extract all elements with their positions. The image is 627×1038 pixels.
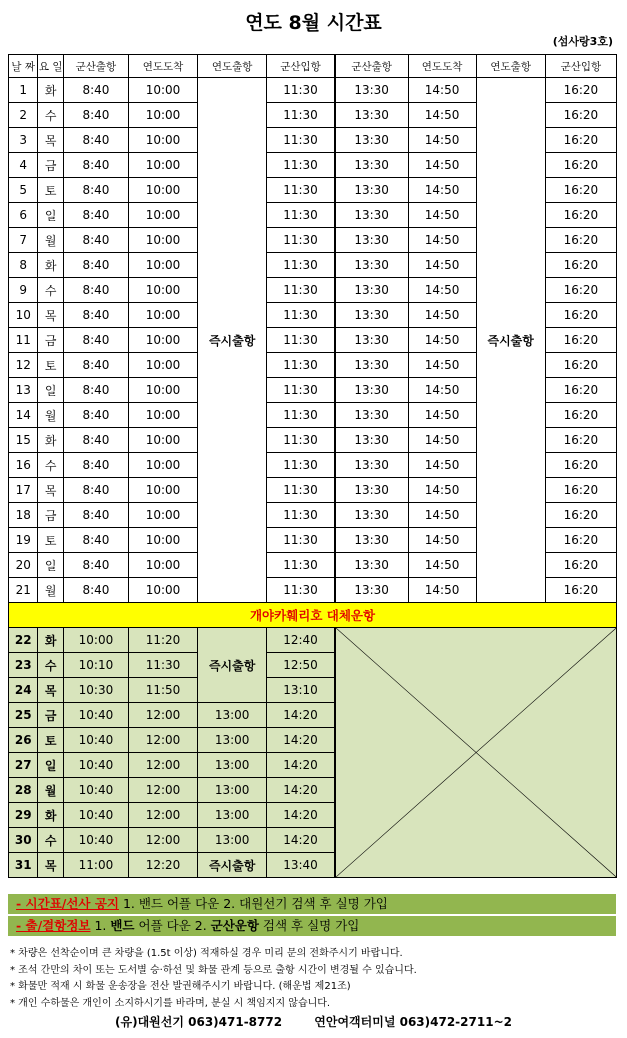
time-cell: 10:40 xyxy=(63,828,128,853)
time-cell: 14:50 xyxy=(408,528,476,553)
day-cell: 22 xyxy=(9,628,38,653)
weekday-cell: 수 xyxy=(38,453,63,478)
time-cell: 14:20 xyxy=(267,828,335,853)
time-cell: 16:20 xyxy=(545,353,616,378)
day-cell: 25 xyxy=(9,703,38,728)
time-cell: 8:40 xyxy=(63,453,128,478)
weekday-cell: 화 xyxy=(38,628,63,653)
weekday-cell: 목 xyxy=(38,853,63,878)
time-cell: 10:00 xyxy=(128,378,197,403)
day-cell: 3 xyxy=(9,128,38,153)
table-row xyxy=(9,628,617,653)
day-cell: 5 xyxy=(9,178,38,203)
time-cell: 14:50 xyxy=(408,428,476,453)
time-cell: 16:20 xyxy=(545,228,616,253)
time-cell: 8:40 xyxy=(63,153,128,178)
footer-terminal-phone: 연안여객터미널 063)472-2711~2 xyxy=(314,1015,512,1029)
weekday-cell: 화 xyxy=(38,428,63,453)
time-cell: 13:30 xyxy=(335,303,408,328)
day-cell: 30 xyxy=(9,828,38,853)
time-cell: 8:40 xyxy=(63,553,128,578)
time-cell: 10:00 xyxy=(128,428,197,453)
time-cell: 10:00 xyxy=(128,403,197,428)
time-cell: 13:30 xyxy=(335,353,408,378)
time-cell: 12:20 xyxy=(128,853,197,878)
time-cell: 16:20 xyxy=(545,103,616,128)
notice-status-text: 1. xyxy=(90,918,111,933)
day-cell: 2 xyxy=(9,103,38,128)
note-item: * 화물만 적재 시 화물 운송장을 전산 발권해주시기 바랍니다. (해운법 제21조) xyxy=(10,981,351,992)
time-cell: 14:20 xyxy=(267,753,335,778)
weekday-cell: 화 xyxy=(38,253,63,278)
footer-contacts xyxy=(0,1013,627,1030)
day-cell: 9 xyxy=(9,278,38,303)
notice-status-label: - 출/결항정보 xyxy=(16,918,91,933)
weekday-cell: 월 xyxy=(38,578,63,603)
day-cell: 6 xyxy=(9,203,38,228)
time-cell: 11:30 xyxy=(267,478,335,503)
weekday-cell: 일 xyxy=(38,378,63,403)
time-cell: 10:10 xyxy=(63,653,128,678)
weekday-cell: 수 xyxy=(38,103,63,128)
time-cell: 11:30 xyxy=(267,103,335,128)
time-cell: 13:30 xyxy=(335,378,408,403)
time-cell: 13:30 xyxy=(335,203,408,228)
weekday-cell: 토 xyxy=(38,728,63,753)
time-cell: 13:30 xyxy=(335,178,408,203)
time-cell: 13:30 xyxy=(335,103,408,128)
time-cell: 14:50 xyxy=(408,153,476,178)
no-service-crossed-cell xyxy=(335,628,617,878)
time-cell: 11:30 xyxy=(267,328,335,353)
time-cell: 16:20 xyxy=(545,403,616,428)
time-cell: 14:50 xyxy=(408,303,476,328)
substitute-banner: 개야카훼리호 대체운항 xyxy=(9,603,617,628)
time-cell: 13:30 xyxy=(335,278,408,303)
time-cell: 14:20 xyxy=(267,703,335,728)
time-cell: 10:00 xyxy=(128,503,197,528)
time-cell: 10:00 xyxy=(128,578,197,603)
time-cell: 11:30 xyxy=(267,253,335,278)
time-cell: 14:50 xyxy=(408,403,476,428)
header-col: 군산출항 xyxy=(335,55,408,78)
time-cell: 16:20 xyxy=(545,378,616,403)
time-cell: 14:50 xyxy=(408,78,476,103)
header-col: 연도출항 xyxy=(476,55,545,78)
time-cell: 8:40 xyxy=(63,378,128,403)
day-cell: 21 xyxy=(9,578,38,603)
time-cell: 12:00 xyxy=(128,753,197,778)
weekday-cell: 월 xyxy=(38,228,63,253)
time-cell: 8:40 xyxy=(63,253,128,278)
header-weekday: 요 일 xyxy=(38,55,63,78)
time-cell: 16:20 xyxy=(545,178,616,203)
day-cell: 19 xyxy=(9,528,38,553)
day-cell: 23 xyxy=(9,653,38,678)
time-cell: 11:30 xyxy=(267,303,335,328)
time-cell: 12:00 xyxy=(128,703,197,728)
weekday-cell: 금 xyxy=(38,503,63,528)
weekday-cell: 월 xyxy=(38,403,63,428)
time-cell: 10:00 xyxy=(128,278,197,303)
day-cell: 11 xyxy=(9,328,38,353)
notes-list xyxy=(10,946,620,1012)
day-cell: 7 xyxy=(9,228,38,253)
time-cell: 8:40 xyxy=(63,353,128,378)
time-cell: 8:40 xyxy=(63,128,128,153)
weekday-cell: 수 xyxy=(38,828,63,853)
time-cell: 11:50 xyxy=(128,678,197,703)
header-col: 군산출항 xyxy=(63,55,128,78)
time-cell: 16:20 xyxy=(545,253,616,278)
time-cell: 14:50 xyxy=(408,128,476,153)
weekday-cell: 일 xyxy=(38,553,63,578)
time-cell: 14:50 xyxy=(408,278,476,303)
time-cell: 8:40 xyxy=(63,303,128,328)
footer-company-phone: (유)대원선기 063)471-8772 xyxy=(115,1015,283,1029)
notice-status-band: 밴드 xyxy=(110,918,135,933)
page-title: 연도 8월 시간표 xyxy=(245,12,382,34)
time-cell: 10:40 xyxy=(63,753,128,778)
header-col: 연도도착 xyxy=(408,55,476,78)
time-cell: 8:40 xyxy=(63,228,128,253)
time-cell: 10:00 xyxy=(128,103,197,128)
immediate-departure-cell: 즉시출항 xyxy=(476,78,545,603)
time-cell: 13:30 xyxy=(335,328,408,353)
time-cell: 11:30 xyxy=(267,528,335,553)
time-cell: 16:20 xyxy=(545,328,616,353)
time-cell: 14:50 xyxy=(408,253,476,278)
header-row xyxy=(9,55,617,78)
time-cell: 10:00 xyxy=(128,303,197,328)
weekday-cell: 토 xyxy=(38,353,63,378)
time-cell: 10:40 xyxy=(63,803,128,828)
notice-schedule xyxy=(8,894,616,914)
time-cell: 14:50 xyxy=(408,478,476,503)
time-cell: 16:20 xyxy=(545,203,616,228)
time-cell: 10:00 xyxy=(128,353,197,378)
time-cell: 13:30 xyxy=(335,578,408,603)
time-cell: 10:00 xyxy=(128,228,197,253)
time-cell: 11:30 xyxy=(267,203,335,228)
time-cell: 16:20 xyxy=(545,578,616,603)
header-col: 군산입항 xyxy=(267,55,335,78)
time-cell: 16:20 xyxy=(545,428,616,453)
day-cell: 20 xyxy=(9,553,38,578)
weekday-cell: 토 xyxy=(38,178,63,203)
time-cell: 13:30 xyxy=(335,253,408,278)
time-cell: 14:50 xyxy=(408,103,476,128)
time-cell: 14:50 xyxy=(408,203,476,228)
weekday-cell: 금 xyxy=(38,703,63,728)
time-cell: 11:20 xyxy=(128,628,197,653)
time-cell: 11:30 xyxy=(267,278,335,303)
time-cell: 14:50 xyxy=(408,453,476,478)
time-cell: 14:50 xyxy=(408,578,476,603)
time-cell: 16:20 xyxy=(545,553,616,578)
time-cell: 14:20 xyxy=(267,728,335,753)
time-cell: 12:00 xyxy=(128,828,197,853)
time-cell: 10:00 xyxy=(128,528,197,553)
weekday-cell: 토 xyxy=(38,528,63,553)
time-cell: 12:00 xyxy=(128,803,197,828)
day-cell: 8 xyxy=(9,253,38,278)
notice-schedule-text: 1. 밴드 어플 다운 2. 대원선기 검색 후 실명 가입 xyxy=(118,896,388,911)
time-cell: 12:00 xyxy=(128,728,197,753)
weekday-cell: 화 xyxy=(38,803,63,828)
time-cell: 16:20 xyxy=(545,478,616,503)
time-cell: 11:30 xyxy=(267,378,335,403)
note-item: * 개인 수하물은 개인이 소지하시기를 바라며, 분실 시 책임지지 않습니다. xyxy=(10,997,331,1009)
time-cell: 8:40 xyxy=(63,203,128,228)
day-cell: 4 xyxy=(9,153,38,178)
time-cell: 13:10 xyxy=(267,678,335,703)
day-cell: 15 xyxy=(9,428,38,453)
time-cell: 13:30 xyxy=(335,503,408,528)
time-cell: 8:40 xyxy=(63,328,128,353)
cross-out-icon xyxy=(336,628,616,877)
time-cell: 13:30 xyxy=(335,478,408,503)
time-cell: 10:40 xyxy=(63,778,128,803)
time-cell: 16:20 xyxy=(545,128,616,153)
time-cell: 8:40 xyxy=(63,78,128,103)
time-cell: 16:20 xyxy=(545,278,616,303)
time-cell: 16:20 xyxy=(545,303,616,328)
notice-status-text: 어플 다운 2. xyxy=(134,918,211,933)
time-cell: 8:40 xyxy=(63,503,128,528)
time-cell: 13:30 xyxy=(335,553,408,578)
weekday-cell: 수 xyxy=(38,653,63,678)
header-col: 연도출항 xyxy=(198,55,267,78)
time-cell: 10:00 xyxy=(128,453,197,478)
time-cell: 10:00 xyxy=(128,203,197,228)
time-cell: 10:00 xyxy=(128,328,197,353)
time-cell: 13:00 xyxy=(198,828,267,853)
time-cell: 8:40 xyxy=(63,178,128,203)
day-cell: 28 xyxy=(9,778,38,803)
weekday-cell: 목 xyxy=(38,303,63,328)
time-cell: 14:50 xyxy=(408,328,476,353)
ship-name: (섬사랑3호) xyxy=(552,35,613,48)
immediate-departure-cell: 즉시출항 xyxy=(198,78,267,603)
time-cell: 14:50 xyxy=(408,553,476,578)
weekday-cell: 목 xyxy=(38,128,63,153)
time-cell: 즉시출항 xyxy=(198,853,267,878)
day-cell: 31 xyxy=(9,853,38,878)
time-cell: 11:30 xyxy=(267,503,335,528)
day-cell: 29 xyxy=(9,803,38,828)
time-cell: 10:00 xyxy=(128,553,197,578)
time-cell: 10:30 xyxy=(63,678,128,703)
time-cell: 14:50 xyxy=(408,228,476,253)
weekday-cell: 금 xyxy=(38,153,63,178)
weekday-cell: 화 xyxy=(38,78,63,103)
time-cell: 10:40 xyxy=(63,703,128,728)
day-cell: 26 xyxy=(9,728,38,753)
notice-status-text: 검색 후 실명 가입 xyxy=(258,918,360,933)
weekday-cell: 수 xyxy=(38,278,63,303)
time-cell: 8:40 xyxy=(63,478,128,503)
time-cell: 12:50 xyxy=(267,653,335,678)
weekday-cell: 목 xyxy=(38,678,63,703)
note-item: * 차량은 선착순이며 큰 차량을 (1.5t 이상) 적재하실 경우 미리 문의 전화주시기 바랍니다. xyxy=(10,948,403,959)
time-cell: 13:00 xyxy=(198,728,267,753)
day-cell: 16 xyxy=(9,453,38,478)
time-cell: 10:00 xyxy=(63,628,128,653)
day-cell: 18 xyxy=(9,503,38,528)
time-cell: 13:30 xyxy=(335,153,408,178)
schedule-table xyxy=(8,54,617,878)
weekday-cell: 금 xyxy=(38,328,63,353)
time-cell: 13:30 xyxy=(335,428,408,453)
time-cell: 13:30 xyxy=(335,78,408,103)
time-cell: 10:00 xyxy=(128,478,197,503)
notice-status xyxy=(8,916,616,936)
time-cell: 10:40 xyxy=(63,728,128,753)
time-cell: 16:20 xyxy=(545,528,616,553)
time-cell: 12:40 xyxy=(267,628,335,653)
time-cell: 13:00 xyxy=(198,703,267,728)
weekday-cell: 일 xyxy=(38,203,63,228)
notice-schedule-label: - 시간표/선사 공지 xyxy=(16,896,119,911)
time-cell: 14:50 xyxy=(408,378,476,403)
time-cell: 13:40 xyxy=(267,853,335,878)
time-cell: 11:30 xyxy=(128,653,197,678)
header-date: 날 짜 xyxy=(9,55,38,78)
time-cell: 11:00 xyxy=(63,853,128,878)
day-cell: 1 xyxy=(9,78,38,103)
day-cell: 24 xyxy=(9,678,38,703)
time-cell: 11:30 xyxy=(267,153,335,178)
time-cell: 13:30 xyxy=(335,128,408,153)
time-cell: 11:30 xyxy=(267,353,335,378)
time-cell: 8:40 xyxy=(63,278,128,303)
header-col: 군산입항 xyxy=(545,55,616,78)
day-cell: 27 xyxy=(9,753,38,778)
time-cell: 11:30 xyxy=(267,178,335,203)
time-cell: 14:50 xyxy=(408,178,476,203)
time-cell: 10:00 xyxy=(128,253,197,278)
time-cell: 11:30 xyxy=(267,403,335,428)
time-cell: 11:30 xyxy=(267,453,335,478)
day-cell: 17 xyxy=(9,478,38,503)
day-cell: 10 xyxy=(9,303,38,328)
time-cell: 11:30 xyxy=(267,553,335,578)
time-cell: 8:40 xyxy=(63,428,128,453)
time-cell: 13:30 xyxy=(335,403,408,428)
time-cell: 8:40 xyxy=(63,578,128,603)
time-cell: 16:20 xyxy=(545,453,616,478)
time-cell: 8:40 xyxy=(63,103,128,128)
time-cell: 14:50 xyxy=(408,353,476,378)
table-row xyxy=(9,78,617,103)
time-cell: 10:00 xyxy=(128,153,197,178)
time-cell: 13:30 xyxy=(335,453,408,478)
substitute-banner-row xyxy=(9,603,617,628)
time-cell: 13:30 xyxy=(335,228,408,253)
note-item: * 조석 간만의 차이 또는 도서별 승·하선 및 화물 관계 등으로 출항 시간이 변경될 수 있습니다. xyxy=(10,964,417,976)
immediate-departure-cell: 즉시출항 xyxy=(198,628,267,703)
header-col: 연도도착 xyxy=(128,55,197,78)
time-cell: 11:30 xyxy=(267,228,335,253)
time-cell: 10:00 xyxy=(128,78,197,103)
time-cell: 16:20 xyxy=(545,503,616,528)
time-cell: 13:00 xyxy=(198,803,267,828)
time-cell: 11:30 xyxy=(267,578,335,603)
time-cell: 8:40 xyxy=(63,403,128,428)
time-cell: 12:00 xyxy=(128,778,197,803)
time-cell: 16:20 xyxy=(545,153,616,178)
time-cell: 10:00 xyxy=(128,128,197,153)
time-cell: 13:30 xyxy=(335,528,408,553)
time-cell: 10:00 xyxy=(128,178,197,203)
time-cell: 14:20 xyxy=(267,803,335,828)
time-cell: 13:00 xyxy=(198,778,267,803)
time-cell: 11:30 xyxy=(267,78,335,103)
day-cell: 14 xyxy=(9,403,38,428)
day-cell: 12 xyxy=(9,353,38,378)
time-cell: 11:30 xyxy=(267,428,335,453)
weekday-cell: 월 xyxy=(38,778,63,803)
time-cell: 14:20 xyxy=(267,778,335,803)
time-cell: 11:30 xyxy=(267,128,335,153)
notice-status-search: 군산운항 xyxy=(210,918,259,933)
time-cell: 14:50 xyxy=(408,503,476,528)
time-cell: 13:00 xyxy=(198,753,267,778)
weekday-cell: 목 xyxy=(38,478,63,503)
weekday-cell: 일 xyxy=(38,753,63,778)
time-cell: 16:20 xyxy=(545,78,616,103)
time-cell: 8:40 xyxy=(63,528,128,553)
day-cell: 13 xyxy=(9,378,38,403)
